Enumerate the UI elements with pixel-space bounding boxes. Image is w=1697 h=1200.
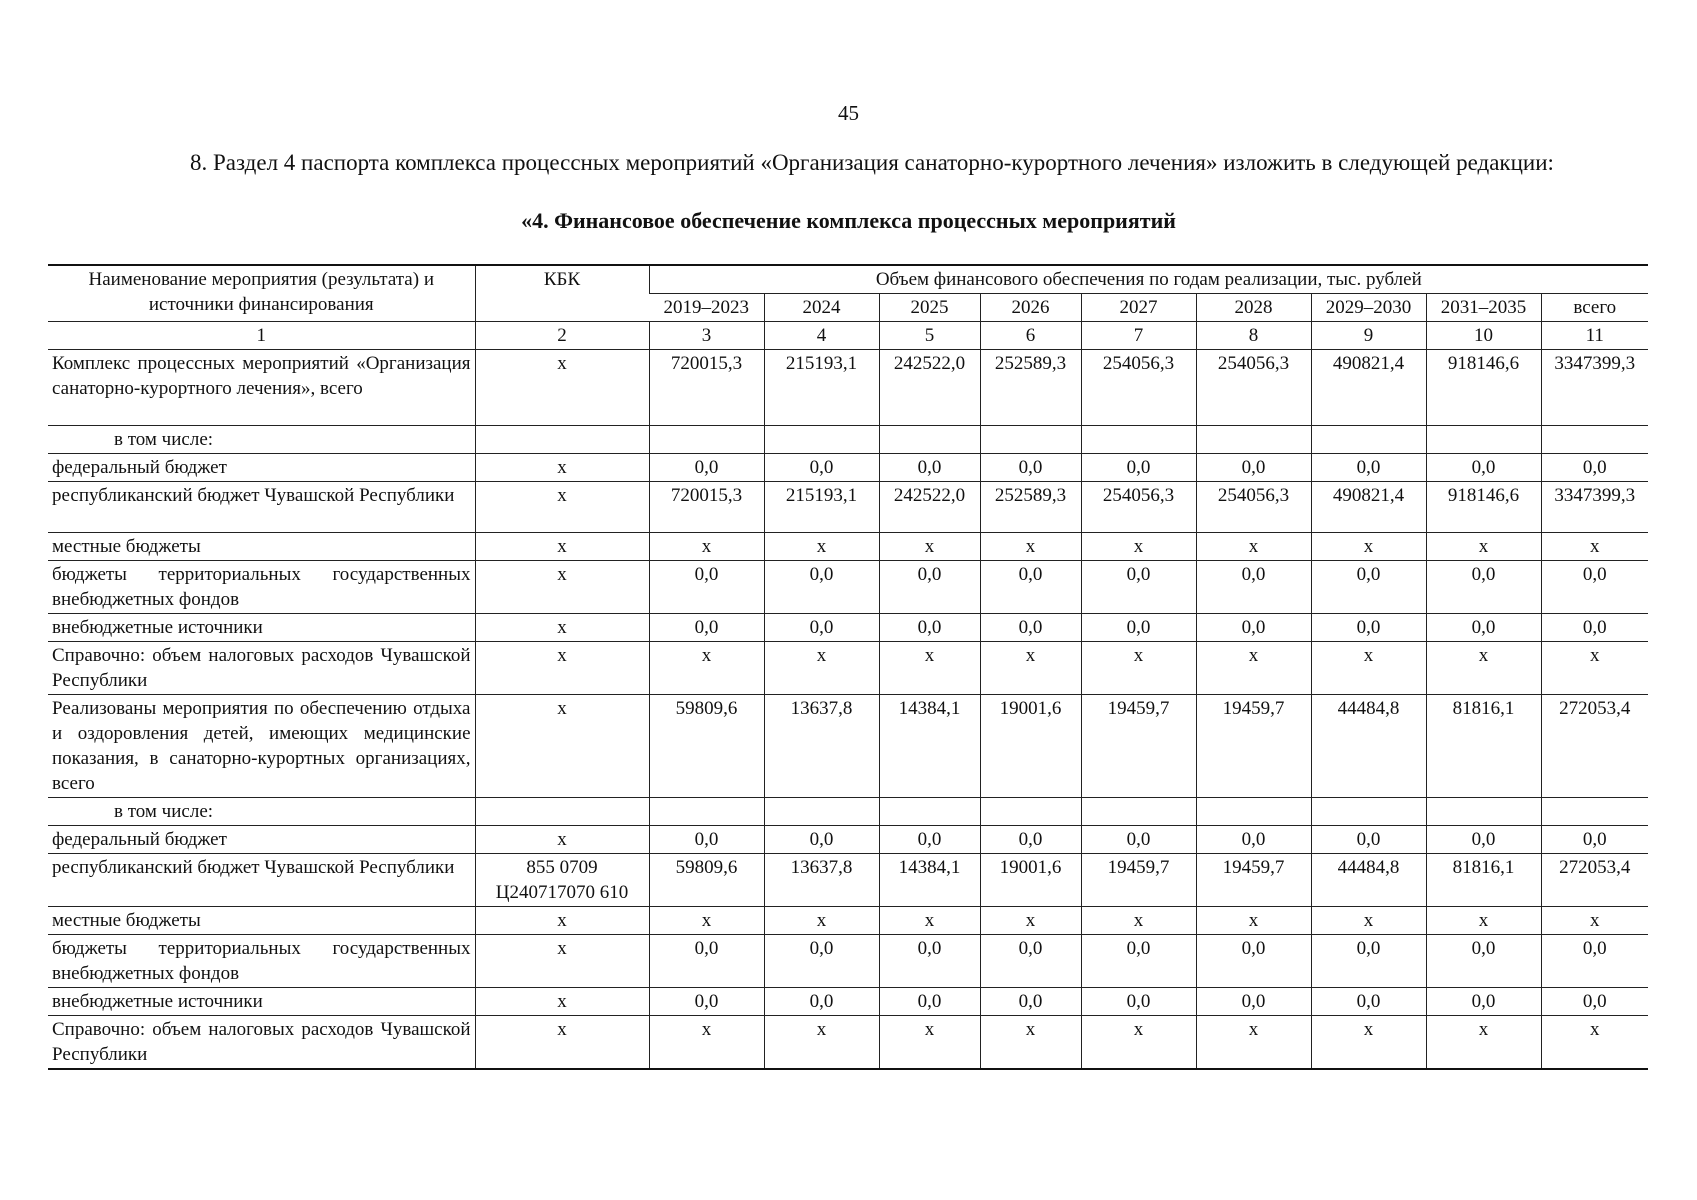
row-value-cell: 0,0 bbox=[980, 561, 1081, 614]
row-name-cell: Справочно: объем налоговых расходов Чувашской Республики bbox=[48, 1016, 475, 1070]
row-value-cell: x bbox=[1081, 1016, 1196, 1070]
header-year-cell: 2026 bbox=[980, 294, 1081, 322]
row-value-cell: x bbox=[879, 1016, 980, 1070]
row-kbk-cell: x bbox=[475, 935, 649, 988]
row-value-cell: 0,0 bbox=[1541, 935, 1648, 988]
row-value-cell: 0,0 bbox=[1541, 614, 1648, 642]
row-value-cell: 0,0 bbox=[1196, 935, 1311, 988]
row-value-cell: 13637,8 bbox=[764, 854, 879, 907]
row-value-cell bbox=[1541, 426, 1648, 454]
table-row bbox=[48, 854, 1648, 907]
row-name-cell: в том числе: bbox=[48, 426, 475, 454]
row-value-cell: x bbox=[1541, 533, 1648, 561]
row-name-cell: республиканский бюджет Чувашской Республики bbox=[48, 482, 475, 533]
row-value-cell: 0,0 bbox=[980, 988, 1081, 1016]
row-kbk-cell: x bbox=[475, 482, 649, 533]
row-value-cell: 0,0 bbox=[1426, 614, 1541, 642]
row-value-cell: 0,0 bbox=[1311, 614, 1426, 642]
row-value-cell: 0,0 bbox=[1311, 826, 1426, 854]
row-value-cell: 0,0 bbox=[1541, 561, 1648, 614]
column-number-cell: 9 bbox=[1311, 322, 1426, 350]
row-name-cell: Комплекс процессных мероприятий «Организация санаторно-курортного лечения», всего bbox=[48, 350, 475, 426]
table-row bbox=[48, 826, 1648, 854]
row-value-cell: 720015,3 bbox=[649, 482, 764, 533]
column-numbers-row bbox=[48, 322, 1648, 350]
row-name-cell: республиканский бюджет Чувашской Республики bbox=[48, 854, 475, 907]
column-number-cell: 2 bbox=[475, 322, 649, 350]
row-value-cell: 0,0 bbox=[980, 614, 1081, 642]
row-value-cell: 272053,4 bbox=[1541, 854, 1648, 907]
table-row bbox=[48, 1016, 1648, 1070]
row-value-cell: 0,0 bbox=[980, 454, 1081, 482]
row-value-cell: 44484,8 bbox=[1311, 854, 1426, 907]
row-kbk-cell: 855 0709 Ц240717070 610 bbox=[475, 854, 649, 907]
table-row bbox=[48, 614, 1648, 642]
row-value-cell bbox=[649, 798, 764, 826]
row-kbk-cell: x bbox=[475, 907, 649, 935]
row-value-cell: 44484,8 bbox=[1311, 695, 1426, 798]
row-value-cell bbox=[1081, 426, 1196, 454]
row-value-cell: 19459,7 bbox=[1081, 695, 1196, 798]
row-value-cell: 3347399,3 bbox=[1541, 350, 1648, 426]
row-value-cell: 0,0 bbox=[1426, 826, 1541, 854]
row-value-cell: 0,0 bbox=[1081, 988, 1196, 1016]
row-kbk-cell: x bbox=[475, 826, 649, 854]
row-value-cell: 0,0 bbox=[879, 614, 980, 642]
row-value-cell: 0,0 bbox=[1311, 935, 1426, 988]
row-value-cell: x bbox=[1426, 533, 1541, 561]
row-kbk-cell: x bbox=[475, 1016, 649, 1070]
row-kbk-cell: x bbox=[475, 533, 649, 561]
row-name-cell: местные бюджеты bbox=[48, 533, 475, 561]
row-name-cell: внебюджетные источники bbox=[48, 988, 475, 1016]
column-number-cell: 10 bbox=[1426, 322, 1541, 350]
row-value-cell: 0,0 bbox=[1541, 988, 1648, 1016]
row-kbk-cell: x bbox=[475, 642, 649, 695]
header-name-column: Наименование мероприятия (результата) и источники финансирования bbox=[48, 265, 475, 322]
header-year-cell: 2028 bbox=[1196, 294, 1311, 322]
row-value-cell: 0,0 bbox=[1426, 935, 1541, 988]
row-value-cell: x bbox=[1426, 1016, 1541, 1070]
row-kbk-cell: x bbox=[475, 561, 649, 614]
row-value-cell: 0,0 bbox=[1081, 614, 1196, 642]
header-year-cell: всего bbox=[1541, 294, 1648, 322]
column-number-cell: 3 bbox=[649, 322, 764, 350]
row-value-cell: 19001,6 bbox=[980, 854, 1081, 907]
row-value-cell: 19001,6 bbox=[980, 695, 1081, 798]
table-row bbox=[48, 533, 1648, 561]
row-value-cell: x bbox=[649, 533, 764, 561]
row-value-cell: 0,0 bbox=[649, 935, 764, 988]
financing-table bbox=[48, 264, 1648, 1070]
row-value-cell: x bbox=[1081, 533, 1196, 561]
row-value-cell bbox=[764, 426, 879, 454]
row-value-cell: 0,0 bbox=[1541, 826, 1648, 854]
row-value-cell: 0,0 bbox=[1311, 561, 1426, 614]
row-value-cell: x bbox=[1196, 1016, 1311, 1070]
row-value-cell: x bbox=[1541, 907, 1648, 935]
row-name-cell: местные бюджеты bbox=[48, 907, 475, 935]
row-value-cell: x bbox=[1311, 907, 1426, 935]
row-value-cell: x bbox=[980, 533, 1081, 561]
row-value-cell: 0,0 bbox=[1426, 561, 1541, 614]
row-value-cell bbox=[980, 798, 1081, 826]
row-value-cell: x bbox=[980, 907, 1081, 935]
row-value-cell: x bbox=[649, 642, 764, 695]
row-kbk-cell bbox=[475, 798, 649, 826]
column-number-cell: 11 bbox=[1541, 322, 1648, 350]
row-value-cell: x bbox=[1541, 1016, 1648, 1070]
row-value-cell: 0,0 bbox=[1196, 988, 1311, 1016]
column-number-cell: 6 bbox=[980, 322, 1081, 350]
row-value-cell: 0,0 bbox=[764, 935, 879, 988]
row-kbk-cell: x bbox=[475, 614, 649, 642]
row-value-cell: 0,0 bbox=[764, 614, 879, 642]
row-kbk-cell: x bbox=[475, 988, 649, 1016]
row-name-cell: Справочно: объем налоговых расходов Чувашской Республики bbox=[48, 642, 475, 695]
row-value-cell: 0,0 bbox=[1081, 454, 1196, 482]
row-value-cell bbox=[1081, 798, 1196, 826]
row-value-cell: 490821,4 bbox=[1311, 482, 1426, 533]
row-value-cell: 0,0 bbox=[1196, 454, 1311, 482]
row-value-cell: x bbox=[1081, 907, 1196, 935]
row-value-cell: 254056,3 bbox=[1196, 350, 1311, 426]
row-value-cell bbox=[649, 426, 764, 454]
column-number-cell: 8 bbox=[1196, 322, 1311, 350]
row-value-cell: 0,0 bbox=[1426, 454, 1541, 482]
intro-paragraph: 8. Раздел 4 паспорта комплекса процессных мероприятий «Организация санаторно-курортного лечения» изложить в следующей редакции: bbox=[190, 150, 1554, 175]
row-value-cell bbox=[879, 798, 980, 826]
row-name-cell: бюджеты территориальных государственных внебюджетных фондов bbox=[48, 935, 475, 988]
row-value-cell: 0,0 bbox=[980, 935, 1081, 988]
header-year-cell: 2024 bbox=[764, 294, 879, 322]
row-value-cell: 0,0 bbox=[764, 988, 879, 1016]
row-value-cell: x bbox=[1081, 642, 1196, 695]
row-value-cell: 918146,6 bbox=[1426, 350, 1541, 426]
row-value-cell: 0,0 bbox=[879, 454, 980, 482]
row-value-cell: 0,0 bbox=[1196, 826, 1311, 854]
header-year-cell: 2019–2023 bbox=[649, 294, 764, 322]
table-row bbox=[48, 642, 1648, 695]
table-row bbox=[48, 798, 1648, 826]
row-value-cell: x bbox=[1196, 642, 1311, 695]
row-value-cell: 0,0 bbox=[879, 826, 980, 854]
table-row bbox=[48, 426, 1648, 454]
row-kbk-cell: x bbox=[475, 454, 649, 482]
row-value-cell bbox=[1196, 426, 1311, 454]
column-number-cell: 7 bbox=[1081, 322, 1196, 350]
row-value-cell: x bbox=[649, 1016, 764, 1070]
row-value-cell: x bbox=[1311, 1016, 1426, 1070]
row-value-cell: x bbox=[1196, 533, 1311, 561]
row-value-cell: x bbox=[1541, 642, 1648, 695]
row-value-cell: 0,0 bbox=[980, 826, 1081, 854]
header-kbk-column: КБК bbox=[475, 265, 649, 322]
row-value-cell: 242522,0 bbox=[879, 350, 980, 426]
row-value-cell: 252589,3 bbox=[980, 482, 1081, 533]
table-row bbox=[48, 454, 1648, 482]
row-value-cell: x bbox=[879, 642, 980, 695]
column-number-cell: 1 bbox=[48, 322, 475, 350]
header-year-cell: 2029–2030 bbox=[1311, 294, 1426, 322]
row-value-cell: 14384,1 bbox=[879, 695, 980, 798]
row-name-cell: федеральный бюджет bbox=[48, 826, 475, 854]
table-row bbox=[48, 935, 1648, 988]
row-value-cell: x bbox=[764, 533, 879, 561]
row-value-cell: 254056,3 bbox=[1081, 350, 1196, 426]
row-name-cell: Реализованы мероприятия по обеспечению отдыха и оздоровления детей, имеющих медицинские показания, в санаторно-курортных организациях, всего bbox=[48, 695, 475, 798]
row-value-cell: 242522,0 bbox=[879, 482, 980, 533]
row-value-cell bbox=[980, 426, 1081, 454]
row-value-cell: 0,0 bbox=[764, 454, 879, 482]
row-value-cell: x bbox=[879, 907, 980, 935]
row-value-cell: 254056,3 bbox=[1196, 482, 1311, 533]
row-value-cell: x bbox=[764, 1016, 879, 1070]
row-value-cell: 0,0 bbox=[1081, 561, 1196, 614]
row-value-cell: 0,0 bbox=[649, 561, 764, 614]
row-value-cell: x bbox=[764, 907, 879, 935]
row-kbk-cell: x bbox=[475, 350, 649, 426]
row-value-cell: 59809,6 bbox=[649, 695, 764, 798]
row-value-cell: 0,0 bbox=[1196, 561, 1311, 614]
row-value-cell: 0,0 bbox=[1541, 454, 1648, 482]
row-value-cell: x bbox=[764, 642, 879, 695]
row-value-cell: 918146,6 bbox=[1426, 482, 1541, 533]
row-kbk-cell: x bbox=[475, 695, 649, 798]
header-year-cell: 2025 bbox=[879, 294, 980, 322]
row-name-cell: бюджеты территориальных государственных внебюджетных фондов bbox=[48, 561, 475, 614]
row-value-cell: 0,0 bbox=[1081, 826, 1196, 854]
row-value-cell: 19459,7 bbox=[1196, 695, 1311, 798]
table-body bbox=[48, 350, 1648, 1070]
row-value-cell bbox=[764, 798, 879, 826]
row-value-cell: 0,0 bbox=[649, 988, 764, 1016]
row-value-cell: x bbox=[1196, 907, 1311, 935]
row-value-cell: 0,0 bbox=[879, 988, 980, 1016]
row-value-cell: x bbox=[879, 533, 980, 561]
row-value-cell: 0,0 bbox=[764, 561, 879, 614]
row-value-cell: x bbox=[1426, 642, 1541, 695]
row-value-cell bbox=[1311, 798, 1426, 826]
row-value-cell: 0,0 bbox=[1081, 935, 1196, 988]
row-value-cell: x bbox=[1426, 907, 1541, 935]
row-value-cell bbox=[879, 426, 980, 454]
row-value-cell: 0,0 bbox=[1311, 988, 1426, 1016]
section-title: «4. Финансовое обеспечение комплекса процессных мероприятий bbox=[521, 208, 1176, 233]
row-name-cell: в том числе: bbox=[48, 798, 475, 826]
row-name-cell: федеральный бюджет bbox=[48, 454, 475, 482]
row-value-cell: 252589,3 bbox=[980, 350, 1081, 426]
row-value-cell bbox=[1196, 798, 1311, 826]
header-year-cell: 2031–2035 bbox=[1426, 294, 1541, 322]
row-value-cell: 0,0 bbox=[649, 454, 764, 482]
row-value-cell: 215193,1 bbox=[764, 350, 879, 426]
row-value-cell: 14384,1 bbox=[879, 854, 980, 907]
row-value-cell: 19459,7 bbox=[1196, 854, 1311, 907]
row-value-cell: x bbox=[980, 1016, 1081, 1070]
row-value-cell: 3347399,3 bbox=[1541, 482, 1648, 533]
row-value-cell: 0,0 bbox=[764, 826, 879, 854]
row-value-cell: 81816,1 bbox=[1426, 854, 1541, 907]
row-value-cell bbox=[1426, 426, 1541, 454]
table-row bbox=[48, 988, 1648, 1016]
row-value-cell: 0,0 bbox=[649, 826, 764, 854]
row-value-cell: 490821,4 bbox=[1311, 350, 1426, 426]
row-value-cell: 272053,4 bbox=[1541, 695, 1648, 798]
row-value-cell: 19459,7 bbox=[1081, 854, 1196, 907]
row-value-cell: x bbox=[1311, 533, 1426, 561]
row-value-cell: 0,0 bbox=[1311, 454, 1426, 482]
row-value-cell: 0,0 bbox=[649, 614, 764, 642]
header-year-cell: 2027 bbox=[1081, 294, 1196, 322]
page-number: 45 bbox=[838, 101, 859, 125]
row-value-cell: 13637,8 bbox=[764, 695, 879, 798]
row-value-cell: 81816,1 bbox=[1426, 695, 1541, 798]
row-value-cell: 0,0 bbox=[879, 935, 980, 988]
row-value-cell: x bbox=[980, 642, 1081, 695]
table-row bbox=[48, 482, 1648, 533]
column-number-cell: 5 bbox=[879, 322, 980, 350]
row-value-cell: 720015,3 bbox=[649, 350, 764, 426]
row-value-cell: 254056,3 bbox=[1081, 482, 1196, 533]
table-row bbox=[48, 695, 1648, 798]
row-value-cell bbox=[1541, 798, 1648, 826]
row-value-cell bbox=[1426, 798, 1541, 826]
row-name-cell: внебюджетные источники bbox=[48, 614, 475, 642]
row-value-cell bbox=[1311, 426, 1426, 454]
table-row bbox=[48, 350, 1648, 426]
row-value-cell: 0,0 bbox=[879, 561, 980, 614]
header-funding-group: Объем финансового обеспечения по годам реализации, тыс. рублей bbox=[649, 265, 1648, 294]
row-value-cell: 59809,6 bbox=[649, 854, 764, 907]
row-value-cell: 0,0 bbox=[1426, 988, 1541, 1016]
row-kbk-cell bbox=[475, 426, 649, 454]
table-row bbox=[48, 907, 1648, 935]
row-value-cell: x bbox=[1311, 642, 1426, 695]
row-value-cell: 215193,1 bbox=[764, 482, 879, 533]
row-value-cell: x bbox=[649, 907, 764, 935]
table-row bbox=[48, 561, 1648, 614]
column-number-cell: 4 bbox=[764, 322, 879, 350]
row-value-cell: 0,0 bbox=[1196, 614, 1311, 642]
